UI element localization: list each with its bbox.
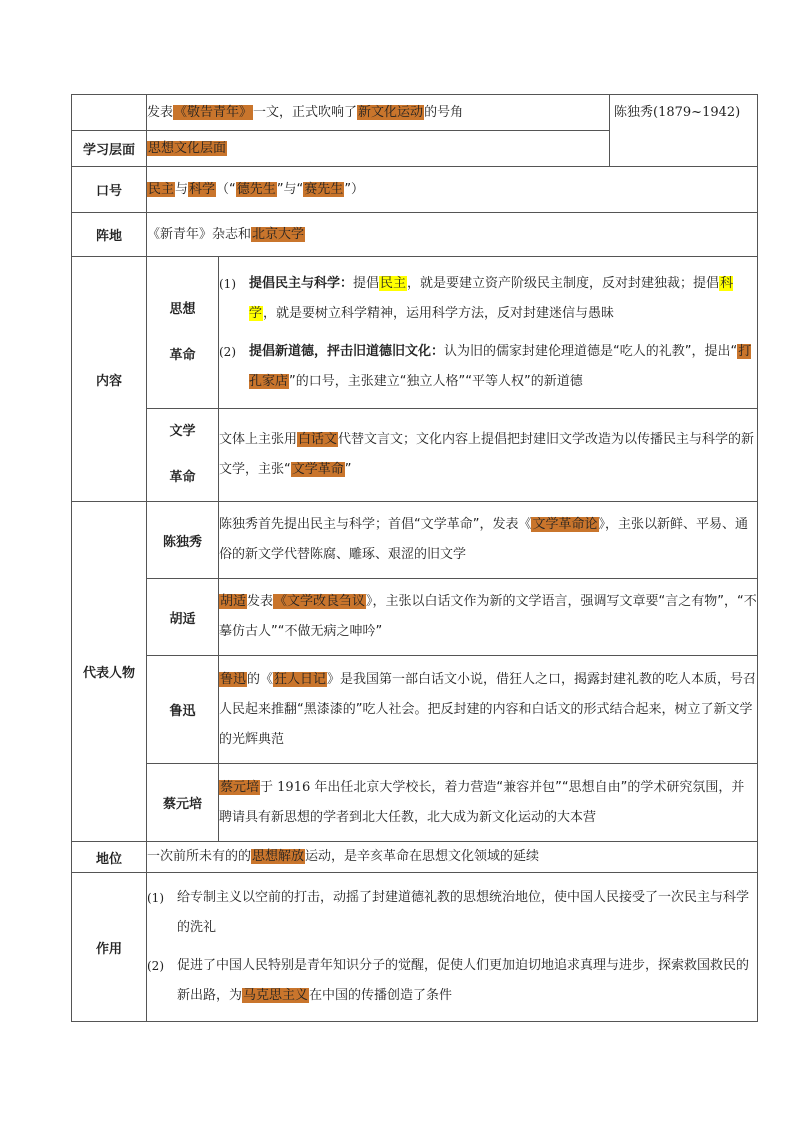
effect-label: 作用 (72, 873, 147, 1022)
header-blank-cell (72, 95, 147, 131)
portrait-caption-cell (610, 95, 758, 167)
person-cai-cell: 蔡元培于 1916 年出任北京大学校长，着力营造“兼容并包”“思想自由”的学术研究氛围，并聘请具有新思想的学者到北大任教，北大成为新文化运动的大本营 (219, 764, 758, 842)
thought-revolution-label: 思想 革命 (147, 257, 219, 409)
person-cai-label: 蔡元培 (147, 764, 219, 842)
base-value-cell: 《新青年》杂志和北京大学 (147, 213, 758, 257)
person-chen-cell: 陈独秀首先提出民主与科学；首倡“文学革命”，发表《文学革命论》，主张以新鲜、平易、通俗的新文学代替陈腐、雕琢、艰涩的旧文学 (219, 502, 758, 579)
slogan-value-cell: 民主与科学（“德先生”与“赛先生”） (147, 167, 758, 213)
status-label: 地位 (72, 842, 147, 873)
thought-item-1: (1) 提倡民主与科学：提倡民主，就是要建立资产阶级民主制度，反对封建独裁；提倡科学，就是要树立科学精神，运用科学方法，反对封建迷信与愚昧 (219, 275, 734, 321)
effect-value-cell (147, 873, 758, 1022)
person-chen-label: 陈独秀 (147, 502, 219, 579)
literature-revolution-label: 文学 革命 (147, 409, 219, 502)
literature-revolution-cell: 文体上主张用白话文代替文言文；文化内容上提倡把封建旧文学改造为以传播民主与科学的新文学，主张“文学革命” (219, 409, 758, 502)
level-label: 学习层面 (72, 131, 147, 167)
content-label: 内容 (72, 257, 147, 502)
people-label: 代表人物 (72, 502, 147, 842)
highlight-movement: 新文化运动 (358, 104, 424, 120)
person-lu-label: 鲁迅 (147, 656, 219, 764)
person-name: 陈独秀 (614, 105, 654, 120)
slogan-label: 口号 (72, 167, 147, 213)
knowledge-table (71, 94, 758, 1022)
level-value-cell (147, 131, 610, 167)
header-intro-cell: 发表《敬告青年》一文，正式吹响了新文化运动的号角 (147, 95, 610, 131)
effect-item-2: (2) 促进了中国人民特别是青年知识分子的觉醒，促使人们更加迫切地追求真理与进步，探索救国救民的新出路，为马克思主义在中国的传播创造了条件 (147, 958, 750, 1003)
status-value-cell: 一次前所未有的的思想解放运动，是辛亥革命在思想文化领域的延续 (147, 842, 758, 873)
base-label: 阵地 (72, 213, 147, 257)
highlight-level: 思想文化层面 (148, 140, 227, 156)
person-hu-label: 胡适 (147, 579, 219, 656)
highlight-work: 《敬告青年》 (174, 104, 253, 120)
person-years: (1879~1942) (653, 105, 741, 120)
person-lu-cell: 鲁迅的《狂人日记》是我国第一部白话文小说，借狂人之口，揭露封建礼教的吃人本质，号召人民起来推翻“黑漆漆的”吃人社会。把反封建的内容和白话文的形式结合起来，树立了新文学的光辉典范 (219, 656, 758, 764)
highlight-pku: 北京大学 (252, 226, 305, 242)
effect-item-1: (1) 给专制主义以空前的打击，动摇了封建道德礼教的思想统治地位，使中国人民接受了一次民主与科学的洗礼 (147, 890, 750, 935)
thought-revolution-cell (219, 257, 758, 409)
thought-item-2: (2) 提倡新道德，抨击旧道德旧文化：认为旧的儒家封建伦理道德是“吃人的礼教”，提出“打孔家店”的口号，主张建立“独立人格”“平等人权”的新道德 (219, 343, 752, 389)
person-hu-cell: 胡适发表《文学改良刍议》，主张以白话文作为新的文学语言，强调写文章要“言之有物”，“不摹仿古人”“不做无病之呻吟” (219, 579, 758, 656)
